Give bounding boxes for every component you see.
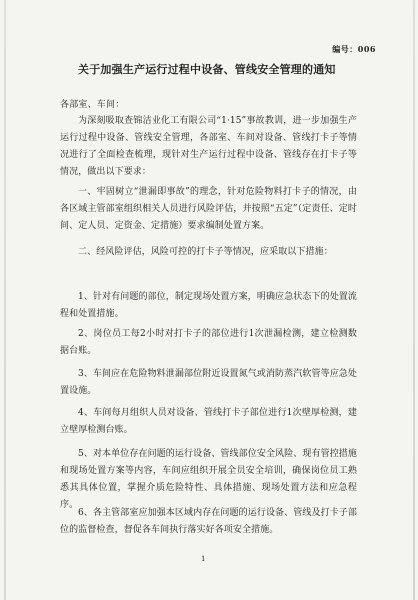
paragraph-intro: 为深刻吸取查锦洁业化工有限公司“1·15”事故教训，进一步加强生产运行过程中设备、管线安全管理，各部室、车间对设备、管线打卡子等情况进行了全面检查梳理，现针对生产运行过程中设备、管线存在打卡子等情况，做出以下要求： [60,116,357,177]
paragraph-item-6: 6、各主管部室应加强本区域内存在问题的运行设备、管线及打卡子部位的监督检查，督促各车间执行落实好各项安全措施。 [60,508,357,535]
page-number: 1 [201,555,206,563]
paragraph-section-one: 一、牢固树立“泄漏即事故”的理念，针对危险物料打卡子的情况，由各区域主管部室组织相关人员进行风险评估，并按照“五定”（定责任、定时间、定人员、定资金、定措施）要求编制处置方案。 [60,187,357,231]
paragraph-item-2: 2、岗位员工每2小时对打卡子的部位进行1次泄漏检测，建立检测数据台账。 [60,329,357,356]
scan-edge-left [4,0,6,600]
paragraph-item-5: 5、对本单位存在问题的运行设备、管线部位安全风险、现有管控措施和现场处置方案等内容，车间应组织开展全员安全培训，确保岗位员工熟悉其具体位置，掌握介质危险特性、具体措施、现场处置方法和应急程序。 [60,449,357,510]
paragraph-item-3: 3、车间应在危险物料泄漏部位附近设置氮气或消防蒸汽软管等应急处置设施。 [60,369,357,396]
document-number: 编号：006 [332,44,376,54]
salutation: 各部室、车间： [60,100,125,110]
scan-edge-right [413,0,415,600]
paragraph-item-4: 4、车间每月组织人员对设备、管线打卡子部位进行1次壁厚检测，建立壁厚检测台账。 [60,408,357,435]
document-title: 关于加强生产运行过程中设备、管线安全管理的通知 [78,63,336,76]
paragraph-item-1: 1、针对有问题的部位，制定现场处置方案，明确应急状态下的处置流程和处置措施。 [60,292,357,319]
paragraph-section-two: 二、经风险评估，风险可控的打卡子等情况，应采取以下措施： [78,247,333,257]
